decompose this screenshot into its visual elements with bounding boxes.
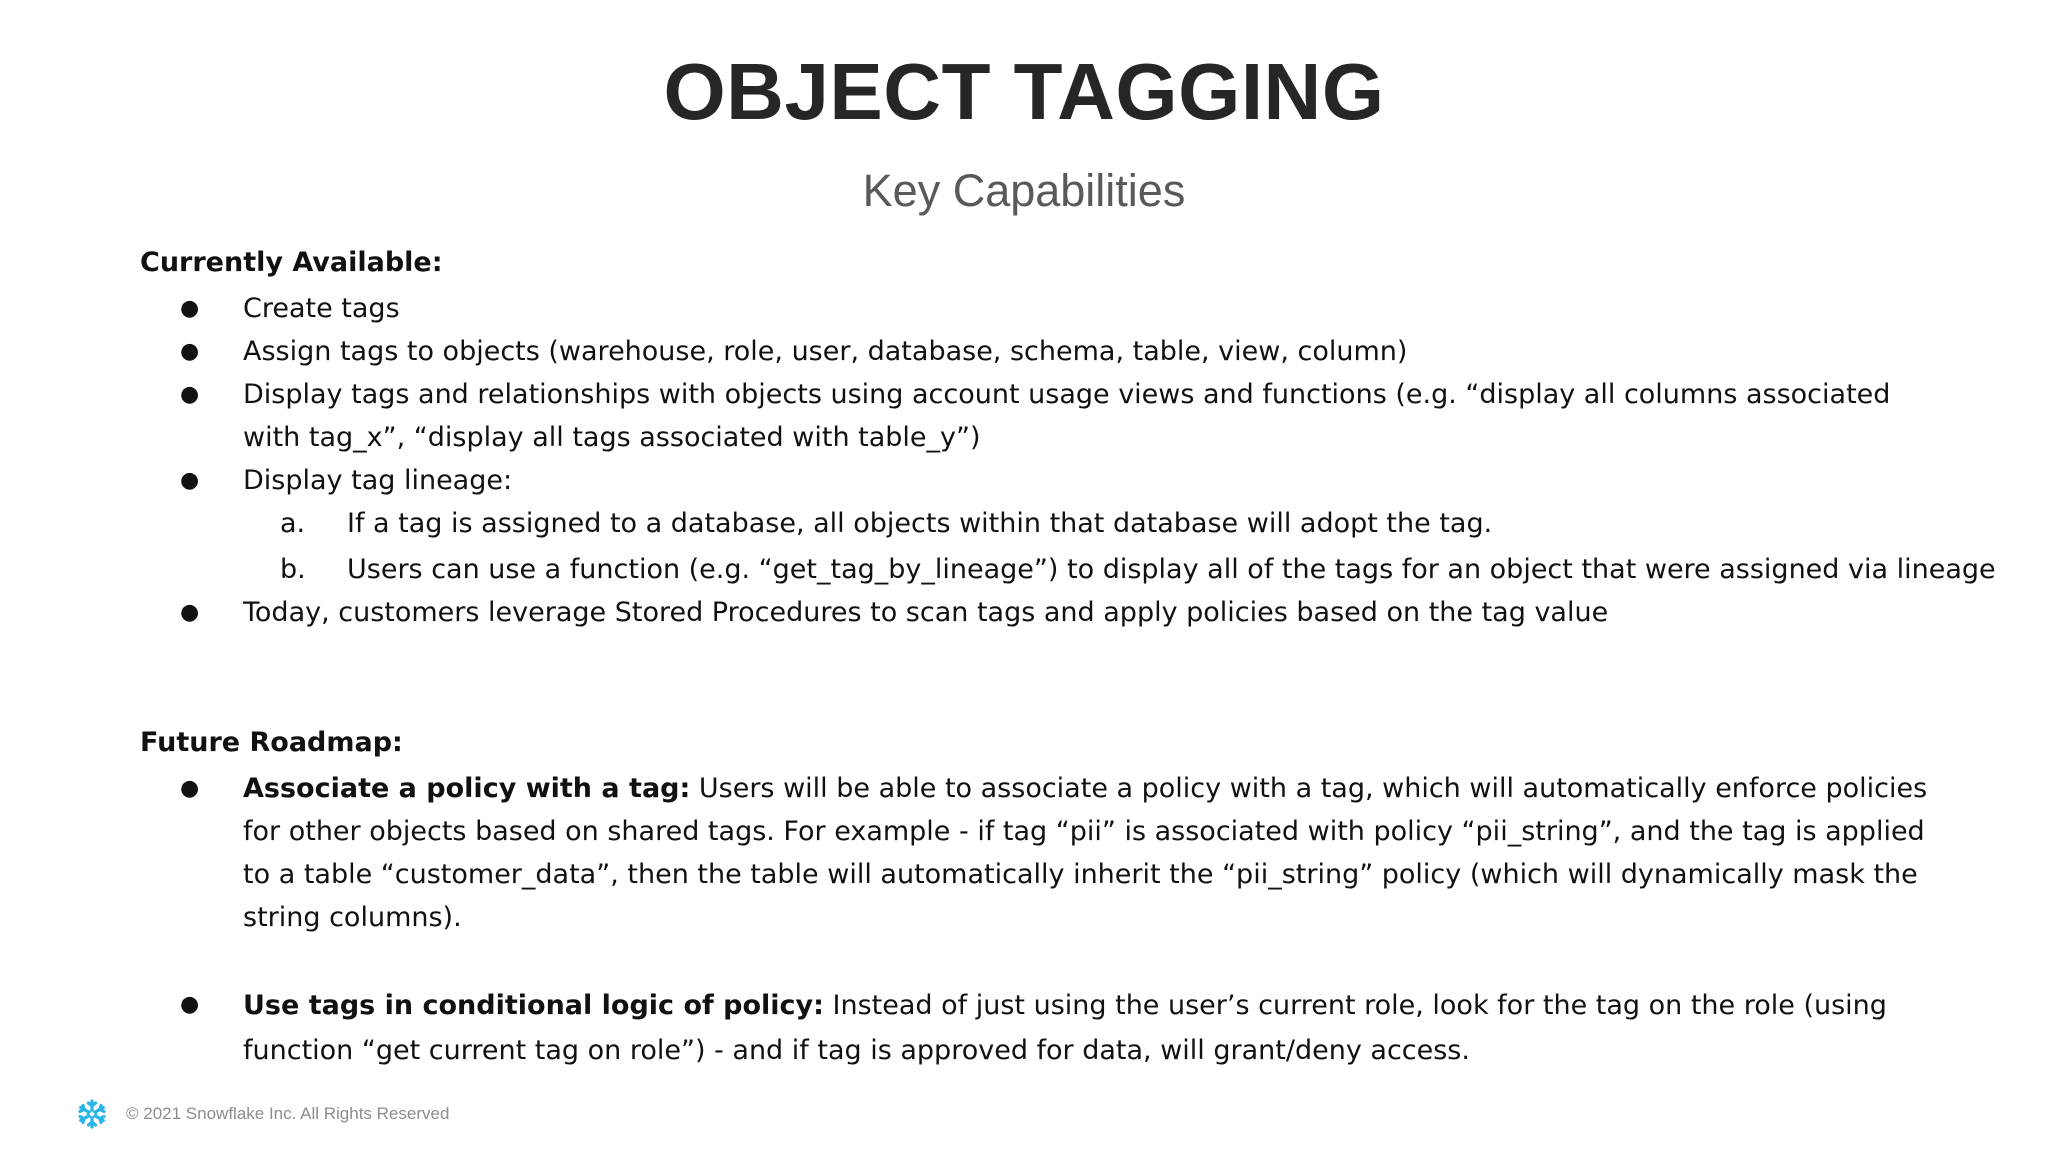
bullet-icon: ● — [180, 339, 200, 364]
slide-subtitle: Key Capabilities — [862, 165, 1186, 216]
list-item-body: Users will be able to associate a policy with a tag, which will automatically enforce policies for other objects based on shared tags. For example - if tag “pii” is associated with policy “pii_string”, and the tag is applied to a table “customer_data”, then the table will automatically inherit the “pii_string” policy (which will dynamically mask the string columns). — [243, 773, 1928, 933]
list-item-bold-lead: Associate a policy with a tag: — [243, 773, 691, 804]
future-heading: Future Roadmap: — [140, 727, 403, 758]
list-item-text: Display tags and relationships with objects using account usage views and functions (e.g. “display all columns associated with tag_x”, “display all tags associated with table_y”) — [243, 379, 1891, 453]
bullet-icon: ● — [180, 992, 200, 1017]
list-item-text — [243, 767, 1933, 939]
bullet-icon: ● — [180, 382, 200, 407]
snowflake-icon — [76, 1098, 108, 1130]
list-item-body: Instead of just using the user’s current role, look for the tag on the role (using function “get current tag on role”) - and if tag is approved for data, will grant/deny access. — [243, 990, 1887, 1066]
sub-item-text: If a tag is assigned to a database, all objects within that database will adopt the tag. — [347, 508, 1493, 539]
list-item-bold-lead: Use tags in conditional logic of policy: — [243, 990, 824, 1021]
footer-copyright: © 2021 Snowflake Inc. All Rights Reserved — [126, 1104, 450, 1123]
bullet-icon: ● — [180, 600, 200, 625]
list-item-text: Create tags — [243, 293, 400, 324]
list-item-text: Assign tags to objects (warehouse, role, user, database, schema, table, view, column) — [243, 336, 1408, 367]
list-item-text — [243, 983, 1933, 1073]
bullet-icon: ● — [180, 776, 200, 801]
sub-item-letter: a. — [280, 508, 306, 539]
list-item-text: Display tag lineage: — [243, 465, 513, 496]
slide-title: OBJECT TAGGING — [663, 47, 1385, 136]
bullet-icon: ● — [180, 296, 200, 321]
list-item-text: Today, customers leverage Stored Procedures to scan tags and apply policies based on the tag value — [243, 597, 1609, 628]
current-heading: Currently Available: — [140, 247, 443, 278]
bullet-icon: ● — [180, 468, 200, 493]
sub-item-letter: b. — [280, 554, 306, 585]
sub-item-text: Users can use a function (e.g. “get_tag_by_lineage”) to display all of the tags for an object that were assigned via lineage — [347, 554, 1996, 585]
